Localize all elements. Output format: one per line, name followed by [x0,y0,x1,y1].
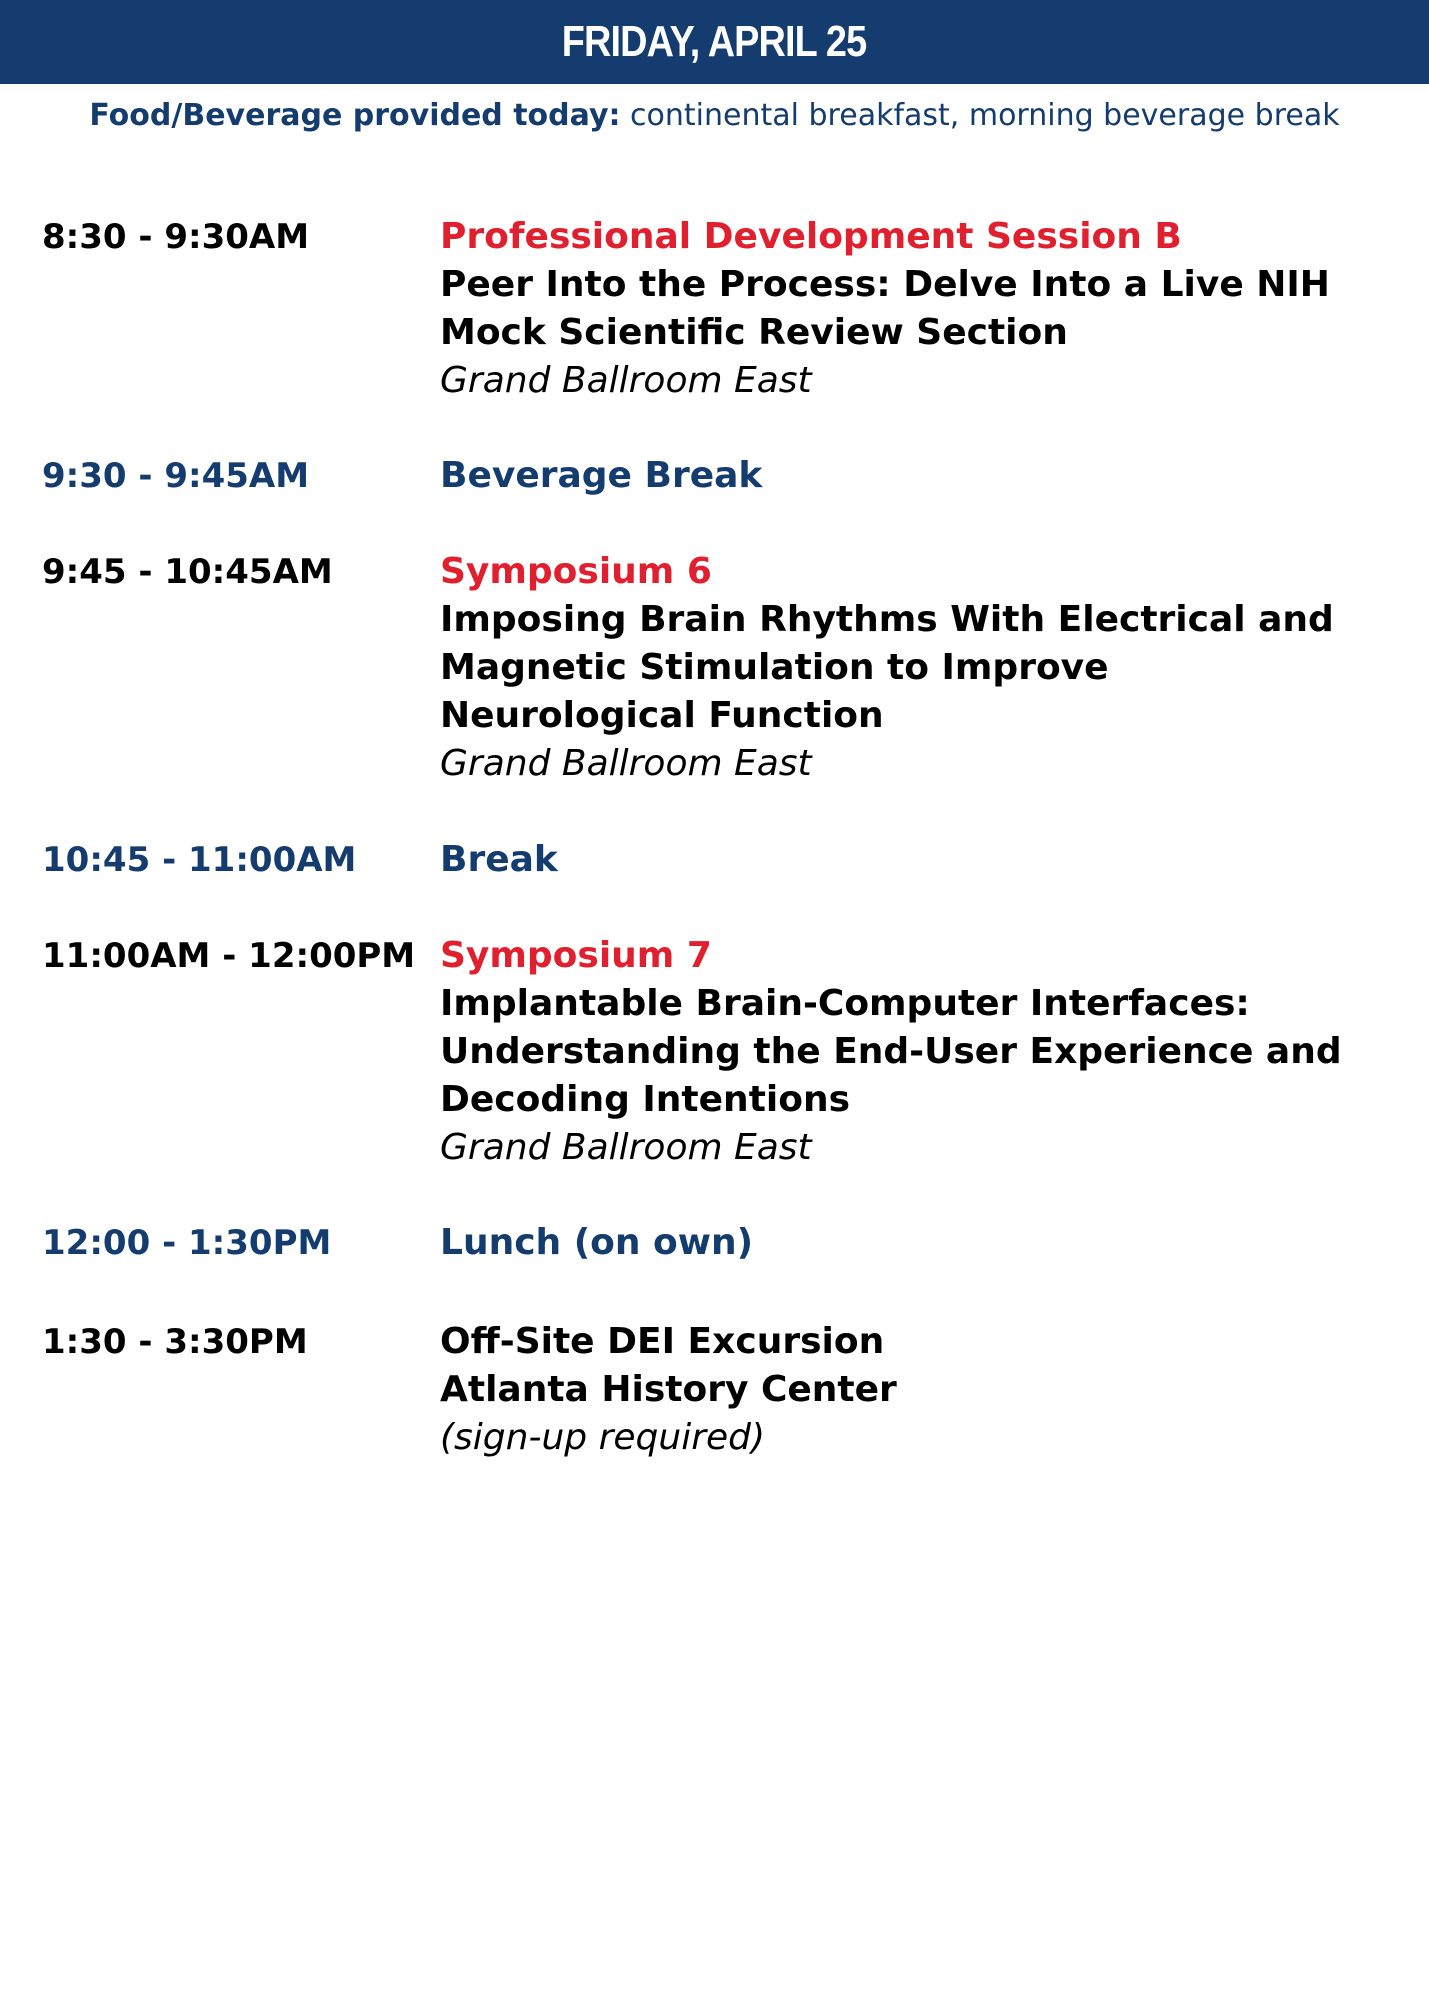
session-time: 10:45 - 11:00AM [42,840,357,880]
session-location: Grand Ballroom East [440,743,812,784]
session-title-line: Implantable Brain-Computer Interfaces: [440,983,1250,1024]
session-time: 1:30 - 3:30PM [42,1322,308,1362]
session-location: Grand Ballroom East [440,360,812,401]
session-title-line: Understanding the End-User Experience and [440,1031,1342,1072]
session-title: Beverage Break [440,455,763,496]
session-time: 9:45 - 10:45AM [42,552,333,592]
session-title-line: Decoding Intentions [440,1079,851,1120]
session-title-line: Off-Site DEI Excursion [440,1321,885,1362]
session-title-line: Magnetic Stimulation to Improve [440,647,1109,688]
session-time: 9:30 - 9:45AM [42,456,310,496]
day-title: FRIDAY, APRIL 25 [562,17,867,66]
session-time: 8:30 - 9:30AM [42,217,310,257]
session-title-line: Neurological Function [440,695,884,736]
session-time: 12:00 - 1:30PM [42,1223,332,1263]
session-title: Break [440,839,558,880]
food-beverage-note [0,98,1429,133]
session-time: 11:00AM - 12:00PM [42,936,416,976]
session-details [440,1318,1400,1462]
session-details [440,932,1400,1172]
session-title-line: Peer Into the Process: Delve Into a Live NIH [440,264,1330,305]
session-location: Grand Ballroom East [440,1127,812,1168]
session-category: Symposium 7 [440,935,712,976]
day-header [0,0,1429,84]
session-title: Lunch (on own) [440,1222,754,1263]
session-title-line: Mock Scientific Review Section [440,312,1068,353]
session-details [440,213,1400,405]
session-category: Professional Development Session B [440,216,1182,257]
food-beverage-value: continental breakfast, morning beverage break [620,98,1340,133]
session-note: (sign-up required) [440,1417,766,1458]
session-details [440,1219,1400,1267]
session-title-line: Imposing Brain Rhythms With Electrical and [440,599,1334,640]
session-details [440,836,1400,884]
session-details [440,452,1400,500]
session-category: Symposium 6 [440,551,712,592]
session-title-line: Atlanta History Center [440,1369,897,1410]
session-details [440,548,1400,788]
food-beverage-label: Food/Beverage provided today: [89,98,621,133]
